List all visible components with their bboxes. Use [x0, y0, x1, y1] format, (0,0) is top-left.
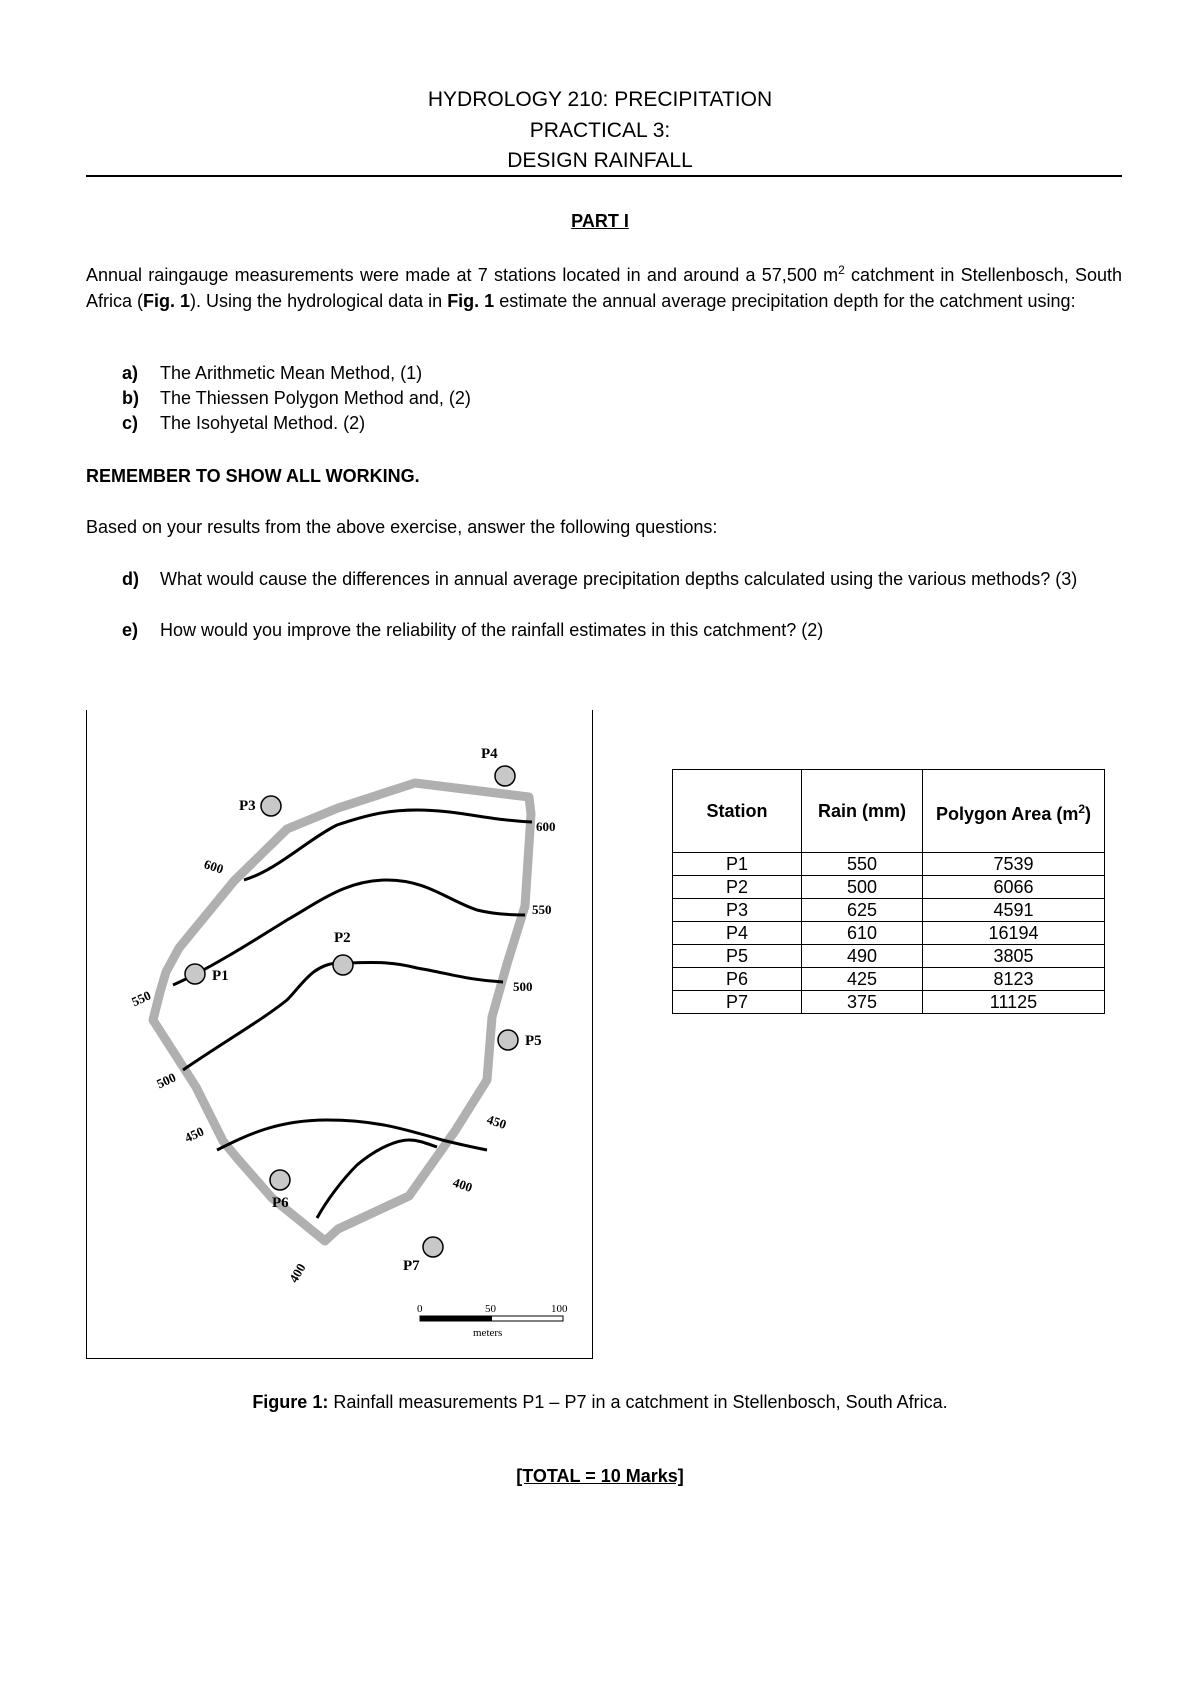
scale-tick: 50 [485, 1303, 496, 1315]
intro-superscript: 2 [838, 263, 845, 277]
scale-unit: meters [473, 1327, 503, 1339]
list-item: c) The Isohyetal Method. (2) [122, 413, 366, 433]
station-label: P2 [334, 930, 351, 946]
intro-paragraph: Annual raingauge measurements were made at 7 stations located in and around a 57,500 $m^2$ catchment in Stellenbosch, South Africa (Fig. 1). Using the hydrological data in Fig. 1 estimate the annual average precipitation depth for the catchment using: [86, 263, 1122, 311]
station-label: P1 [212, 968, 229, 984]
station-label: P7 [403, 1258, 420, 1274]
catchment-map-svg [87, 710, 592, 1358]
table-row: P5 490 3805 [673, 945, 1105, 968]
table-row: P6 425 8123 [673, 968, 1105, 991]
isohyet-label: 600 [536, 819, 556, 834]
doc-title: HYDROLOGY 210: PRECIPITATION [427, 88, 773, 111]
isohyet-label: 550 [129, 987, 154, 1010]
caption-label: Figure 1: [252, 1392, 329, 1412]
table-header-row [673, 770, 1105, 853]
list-item: e) [122, 620, 139, 640]
scale-tick: 100 [551, 1303, 568, 1315]
column-header: Polygon Area $(m^2)$ [923, 770, 1105, 853]
catchment-boundary [153, 783, 531, 1241]
isohyet-500 [183, 962, 503, 1070]
list-item: d) [122, 569, 139, 589]
table-row: P4 610 16194 [673, 922, 1105, 945]
table-row: P3 625 4591 [673, 899, 1105, 922]
column-header: Station [673, 770, 802, 853]
fig-ref: Fig. 1 [143, 291, 191, 311]
list-item: a) The Arithmetic Mean Method, (1) [122, 363, 423, 383]
doc-subtitle-2: DESIGN RAINFALL [507, 149, 693, 172]
header-rule [86, 175, 1122, 177]
isohyet-label: 400 [451, 1174, 475, 1195]
question-text: How would you improve the reliability of the rainfall estimates in this catchment? (2) [160, 620, 824, 640]
isohyet-label: 500 [154, 1069, 179, 1092]
scale-bar [420, 1316, 563, 1321]
table-row: P7 375 11125 [673, 991, 1105, 1014]
instructions: Based on your results from the above exercise, answer the following questions: [86, 517, 718, 537]
reminder: REMEMBER TO SHOW ALL WORKING. [86, 466, 420, 486]
isohyet-label: 500 [513, 979, 533, 994]
station-label: P3 [239, 798, 256, 814]
isohyet-label: 400 [285, 1260, 309, 1286]
station-label: P4 [481, 746, 498, 762]
table-row: P2 500 6066 [673, 876, 1105, 899]
isohyet-600 [244, 810, 532, 880]
figure-caption: Figure 1: Rainfall measurements P1 – P7 in a catchment in Stellenbosch, South Africa. [252, 1392, 948, 1412]
isohyet-label: 450 [182, 1123, 207, 1146]
column-header: Rain (mm) [802, 770, 923, 853]
rainfall-table [672, 769, 1105, 1014]
station-label: P5 [525, 1033, 542, 1049]
station-label: P6 [272, 1195, 289, 1211]
part-heading: PART I [571, 211, 629, 231]
fig-ref: Fig. 1 [447, 291, 495, 311]
catchment-map [86, 710, 593, 1359]
isohyet-label: 550 [532, 902, 552, 917]
list-item: b) The Thiessen Polygon Method and, (2) [122, 388, 471, 408]
scale-tick: 0 [417, 1303, 423, 1315]
isohyet-label: 450 [485, 1111, 509, 1132]
doc-subtitle: PRACTICAL 3: [529, 119, 671, 142]
total-marks: [TOTAL = 10 Marks] [516, 1466, 684, 1486]
table-row: P1 550 7539 [673, 853, 1105, 876]
question-text: What would cause the differences in annual average precipitation depths calculated using the various methods? (3) [160, 569, 1078, 589]
isohyet-label: 600 [202, 856, 226, 877]
